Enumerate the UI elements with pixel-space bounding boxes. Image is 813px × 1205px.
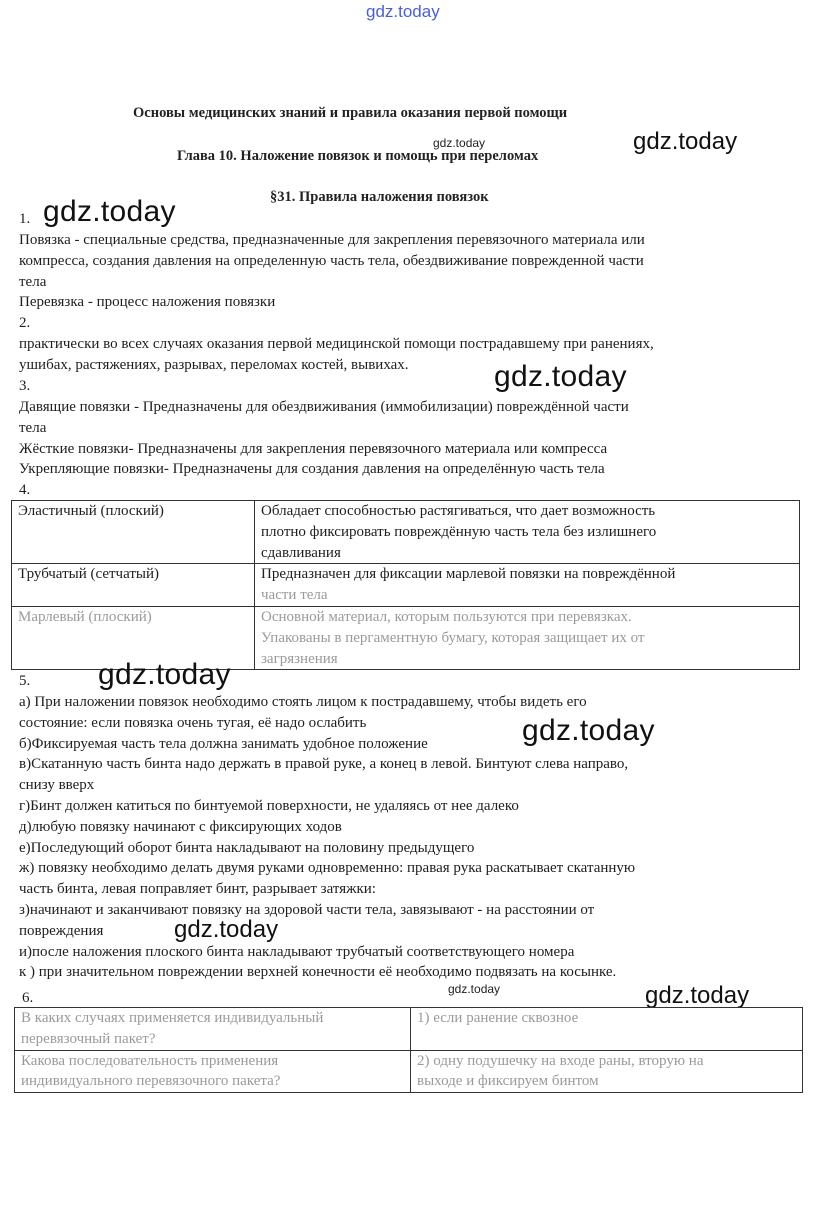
cell-line: сдавливания [261,544,341,561]
text-line: снизу вверх [19,777,95,794]
text-line: ушибах, растяжениях, разрывах, переломах костей, вывихах. [19,356,409,373]
text-line: тела [19,273,47,290]
watermark-large: gdz.today [43,195,176,228]
text-line: к ) при значительном повреждении верхней конечности её необходимо подвязать на косынке. [19,964,617,981]
table-cell-question [15,1050,411,1093]
cell-line: Обладает способностью растягиваться, что дает возможность [261,503,656,519]
question-number-1: 1. [19,211,31,227]
cell-line: Предназначен для фиксации марлевой повязки на повреждённой [261,566,676,583]
cell-line: перевязочный пакет? [21,1030,156,1047]
table-cell-desc [255,501,800,564]
table-cell-question [15,1008,411,1051]
cell-text: Марлевый (плоский) [18,608,152,625]
cell-line: 2) одну подушечку на входе раны, вторую на [417,1052,704,1069]
question-number-4: 4. [19,482,31,498]
page-title: Основы медицинских знаний и правила оказания первой помощи [133,105,568,121]
watermark-large: gdz.today [494,360,627,393]
text-line: и)после наложения плоского бинта накладывают трубчатый соответствующего номера [19,943,575,960]
table-row [12,564,800,607]
table-cell-answer [411,1008,803,1051]
text-line: в)Скатанную часть бинта надо держать в правой руке, а конец в левой. Бинтуют слева направо, [19,756,629,773]
text-line: г)Бинт должен катиться по бинтуемой поверхности, не удаляясь от нее далеко [19,797,519,814]
cell-text: Трубчатый (сетчатый) [18,566,159,583]
watermark-large: gdz.today [633,128,738,155]
text-line: Давящие повязки - Предназначены для обездвиживания (иммобилизации) повреждённой части [19,399,629,415]
section-title: §31. Правила наложения повязок [270,189,489,205]
text-line: часть бинта, левая поправляет бинт, разрывает затяжки: [19,881,376,898]
text-line: Укрепляющие повязки- Предназначены для создания давления на определённую часть тела [19,461,605,478]
text-line: Перевязка - процесс наложения повязки [19,294,276,311]
first-aid-kit-table [14,1007,803,1093]
cell-line: Какова последовательность применения [21,1052,279,1069]
answer-1 [19,230,792,313]
watermark-large: gdz.today [645,982,750,1009]
table-row [12,501,800,564]
watermark-large: gdz.today [522,714,655,747]
watermark-large: gdz.today [98,658,231,691]
table-cell-desc [255,564,800,607]
text-line: з)начинают и заканчивают повязку на здоровой части тела, завязывают - на расстоянии от [19,901,595,918]
watermark-small: gdz.today [433,136,486,150]
cell-line: загрязнения [261,650,338,667]
cell-line: плотно фиксировать повреждённую часть тела без излишнего [261,523,657,540]
cell-line: 1) если ранение сквозное [417,1010,579,1026]
cell-line: выходе и фиксируем бинтом [417,1073,599,1090]
table-cell-type [12,501,255,564]
text-line: ж) повязку необходимо делать двумя руками одновременно: правая рука раскатывает скатанную [19,860,636,877]
question-number-6: 6. [22,990,34,1006]
answer-2 [19,334,792,376]
text-line: практически во всех случаях оказания первой медицинской помощи пострадавшему при ранениях, [19,336,654,352]
text-line: тела [19,419,47,436]
cell-line: Упакованы в пергаментную бумагу, которая защищает их от [261,629,645,646]
table-cell-desc [255,606,800,669]
question-number-2: 2. [19,315,31,331]
answer-5 [19,692,792,983]
table-row [15,1050,803,1093]
table-cell-answer [411,1050,803,1093]
text-line: д)любую повязку начинают с фиксирующих ходов [19,818,342,835]
text-line: повреждения [19,922,104,939]
cell-line: части тела [261,587,328,604]
answer-3 [19,397,792,480]
watermark-small: gdz.today [448,982,501,996]
table-cell-type [12,564,255,607]
text-line: е)Последующий оборот бинта накладывают на половину предыдущего [19,839,475,856]
text-line: Повязка - специальные средства, предназначенные для закрепления перевязочного материала или [19,232,645,248]
cell-line: Основной материал, которым пользуются при перевязках. [261,608,632,625]
table-row [15,1008,803,1051]
top-watermark: gdz.today [366,2,440,21]
cell-text: Эластичный (плоский) [18,503,164,519]
text-line: Жёсткие повязки- Предназначены для закрепления перевязочного материала или компресса [19,440,608,457]
watermark-large: gdz.today [174,916,279,943]
text-line: б)Фиксируемая часть тела должна занимать удобное положение [19,735,428,752]
text-line: компресса, создания давления на определенную часть тела, обездвиживание поврежденной части [19,252,644,269]
bandage-types-table [11,500,800,670]
chapter-title: Глава 10. Наложение повязок и помощь при переломах [177,148,539,164]
cell-line: В каких случаях применяется индивидуальный [21,1010,324,1026]
cell-line: индивидуального перевязочного пакета? [21,1073,281,1090]
question-number-5: 5. [19,673,31,689]
question-number-3: 3. [19,378,31,394]
text-line: состояние: если повязка очень тугая, её надо ослабить [19,714,367,731]
text-line: а) При наложении повязок необходимо стоять лицом к пострадавшему, чтобы видеть его [19,694,587,710]
